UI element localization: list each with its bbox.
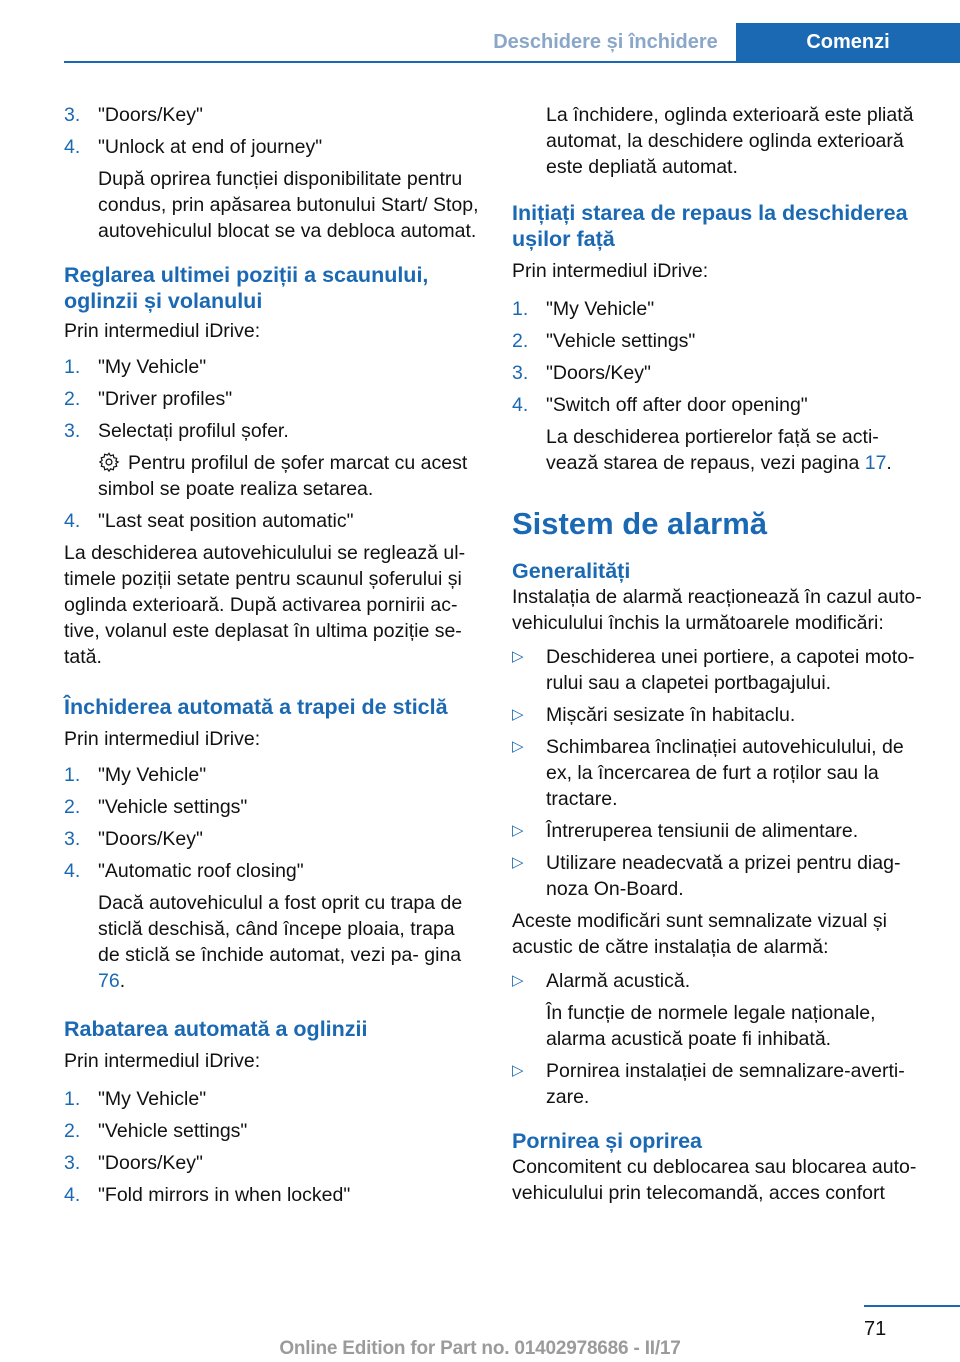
heading-alarm-system: Sistem de alarmă bbox=[512, 506, 768, 541]
page-link[interactable]: 17 bbox=[864, 452, 887, 474]
intro-text: Prin intermediul iDrive: bbox=[64, 1050, 261, 1072]
step-note: După oprirea funcției disponibilitate pentru condus, prin apăsarea butonului Start/ Stop, autovehiculul blocat se va debloca automat. bbox=[98, 168, 479, 242]
body-text: Concomitent cu deblocarea sau blocarea auto‐ vehiculului prin telecomandă, acces confort bbox=[512, 1156, 917, 1204]
list-item: 3. "Doors/Key" bbox=[64, 828, 203, 850]
list-item: 3. "Doors/Key" bbox=[64, 104, 203, 126]
bullet-item: ▷ Utilizare neadecvată a prizei pentru diag‐ noza On-Board. bbox=[512, 852, 901, 900]
list-item: 2. "Vehicle settings" bbox=[64, 1120, 248, 1142]
list-item: 2. "Vehicle settings" bbox=[512, 330, 696, 352]
step-note: Pentru profilul de șofer marcat cu acest simbol se poate realiza setarea. bbox=[98, 452, 468, 500]
bullet-arrow-icon: ▷ bbox=[512, 854, 524, 871]
list-item: 4. "Fold mirrors in when locked" bbox=[64, 1184, 351, 1206]
bullet-arrow-icon: ▷ bbox=[512, 1062, 524, 1079]
header-bar bbox=[0, 0, 960, 62]
section-tab[interactable]: Deschidere și închidere bbox=[493, 31, 718, 53]
body-text: La deschiderea autovehiculului se reglează ul‐ timele poziții setate pentru scaunul șoferului și oglinda exterioară. După activarea pornirii ac‐ tive, volanul este deplasat în ultima poziție se‐ tată. bbox=[64, 542, 466, 668]
bullet-arrow-icon: ▷ bbox=[512, 822, 524, 839]
intro-text: Prin intermediul iDrive: bbox=[512, 260, 709, 282]
list-item: 3. "Doors/Key" bbox=[512, 362, 651, 384]
page-link[interactable]: 76 bbox=[98, 970, 120, 992]
heading-mirror-fold: Rabatarea automată a oglinzii bbox=[64, 1017, 368, 1041]
bullet-item: ▷ Deschiderea unei portiere, a capotei moto‐ rului sau a clapetei portbagajului. bbox=[512, 646, 915, 694]
body-text: Aceste modificări sunt semnalizate vizual și acustic de către instalația de alarmă: bbox=[512, 910, 887, 958]
bullet-arrow-icon: ▷ bbox=[512, 706, 524, 723]
list-item: 1. "My Vehicle" bbox=[64, 356, 207, 378]
heading-rest-state: Inițiați starea de repaus la deschiderea ușilor față bbox=[512, 201, 908, 251]
header-rule bbox=[64, 61, 960, 63]
bullet-arrow-icon: ▷ bbox=[512, 972, 524, 989]
bullet-item: ▷ Întreruperea tensiunii de alimentare. bbox=[512, 820, 859, 842]
list-item: 1. "My Vehicle" bbox=[512, 298, 655, 320]
page-number-rule bbox=[864, 1305, 960, 1307]
list-item: 2. "Driver profiles" bbox=[64, 388, 233, 410]
step-note: La deschiderea portierelor față se acti‐ vează starea de repaus, vezi pagina 17. bbox=[546, 426, 892, 474]
chapter-tab[interactable]: Comenzi bbox=[736, 23, 960, 62]
intro-text: Prin intermediul iDrive: bbox=[64, 320, 261, 342]
list-item: 4. "Switch off after door opening" bbox=[512, 394, 808, 416]
list-item: 4. "Last seat position automatic" bbox=[64, 510, 354, 532]
intro-text: Prin intermediul iDrive: bbox=[64, 728, 261, 750]
page-number: 71 bbox=[864, 1318, 887, 1340]
left-column bbox=[64, 102, 480, 1214]
list-item: 1. "My Vehicle" bbox=[64, 1088, 207, 1110]
bullet-item: ▷ Alarmă acustică. bbox=[512, 970, 691, 992]
list-item: 4. "Unlock at end of journey" bbox=[64, 136, 323, 158]
bullet-item: ▷ Schimbarea înclinației autovehiculului, de ex, la încercarea de furt a roților sau la tractare. bbox=[512, 736, 904, 810]
bullet-arrow-icon: ▷ bbox=[512, 738, 524, 755]
list-item: 3. "Doors/Key" bbox=[64, 1152, 203, 1174]
list-item: 1. "My Vehicle" bbox=[64, 764, 207, 786]
list-item: 3. Selectați profilul șofer. bbox=[64, 420, 289, 442]
step-note: Dacă autovehiculul a fost oprit cu trapa de sticlă deschisă, când începe ploaia, trapa de sticlă se închide automat, vezi pa‐ gina 76. bbox=[98, 892, 463, 992]
gear-icon bbox=[98, 451, 120, 473]
right-column bbox=[512, 102, 928, 1206]
footer-edition: Online Edition for Part no. 01402978686 - II/17 bbox=[279, 1338, 681, 1359]
heading-roof-closing: Închiderea automată a trapei de sticlă bbox=[64, 695, 448, 719]
body-text: Instalația de alarmă reacționează în cazul auto‐ vehiculului închis la următoarele modificări: bbox=[512, 586, 922, 634]
heading-on-off: Pornirea și oprirea bbox=[512, 1129, 702, 1153]
bullet-note: În funcție de normele legale naționale, alarma acustică poate fi inhibată. bbox=[546, 1002, 876, 1050]
step-note: La închidere, oglinda exterioară este pliată automat, la deschidere oglinda exterioară este depliată automat. bbox=[546, 104, 914, 178]
heading-seat-position: Reglarea ultimei poziții a scaunului, oglinzii și volanului bbox=[64, 263, 429, 313]
bullet-item: ▷ Pornirea instalației de semnalizare-averti‐ zare. bbox=[512, 1060, 905, 1108]
list-item: 2. "Vehicle settings" bbox=[64, 796, 248, 818]
bullet-item: ▷ Mișcări sesizate în habitaclu. bbox=[512, 704, 796, 726]
heading-general: Generalități bbox=[512, 559, 631, 583]
bullet-arrow-icon: ▷ bbox=[512, 648, 524, 665]
list-item: 4. "Automatic roof closing" bbox=[64, 860, 304, 882]
